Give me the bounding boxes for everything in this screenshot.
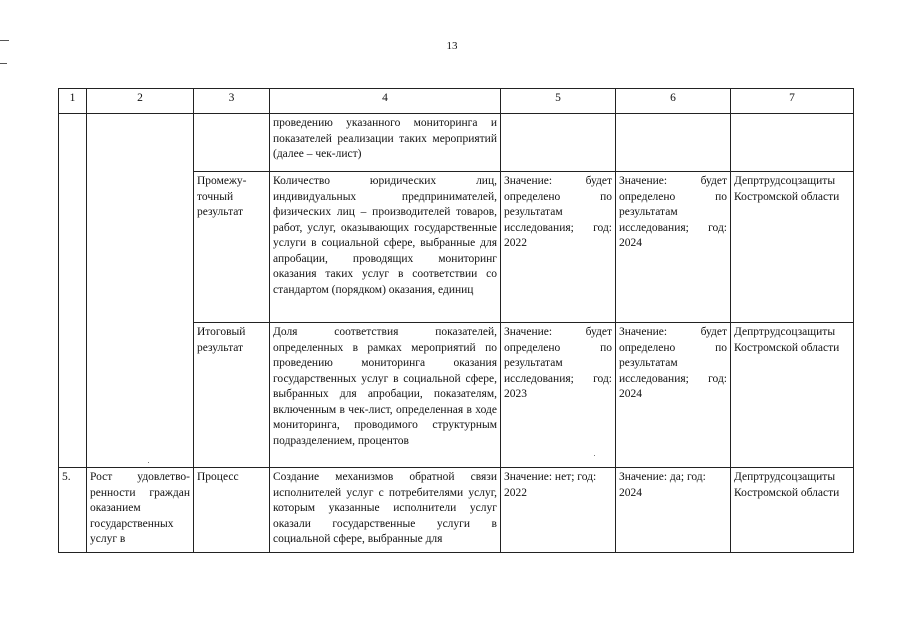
- target-cell: Значение: будет определено по результатам исследования; год: 2024: [616, 172, 731, 323]
- responsible-cell: Депртрудсоцзащиты Костромской области: [731, 172, 854, 323]
- indicator-cell: [87, 114, 194, 468]
- row-number-cell: 5.: [59, 468, 87, 553]
- responsible-cell: Депртрудсоцзащиты Костромской области: [731, 468, 854, 553]
- baseline-cell: Значение: нет; год: 2022: [501, 468, 616, 553]
- description-cell: Доля соответствия показателей, определенных в рамках мероприятий по проведению мониторинга оказания государственных услуг в социальной сфере, выбранных для апробации, показателям, включенным в чек-лист, определенная в ходе мониторинга, проводимого структурным подразделением, процентов: [270, 323, 501, 468]
- scan-speck: [148, 462, 149, 463]
- column-header: 6: [616, 89, 731, 114]
- baseline-cell: Значение: будет определено по результатам исследования; год: 2023: [501, 323, 616, 468]
- result-type-cell: [194, 114, 270, 172]
- scan-margin-mark: [0, 63, 7, 64]
- target-cell: Значение: да; год: 2024: [616, 468, 731, 553]
- description-cell: проведению указанного мониторинга и показателей реализации таких мероприятий (далее – чек-лист): [270, 114, 501, 172]
- scan-speck: [594, 455, 595, 456]
- result-type-cell: Процесс: [194, 468, 270, 553]
- target-cell: [616, 114, 731, 172]
- description-cell: Количество юридических лиц, индивидуальных предпринимателей, физических лиц – производителей товаров, работ, услуг, оказывающих государственные услуги в социальной сфере, выбранные для апробации, проводящих мониторинг оказания таких услуг в соответствии со стандартом (порядком) оказания, единиц: [270, 172, 501, 323]
- table-header-row: [59, 89, 854, 114]
- column-header: 7: [731, 89, 854, 114]
- responsible-cell: Депртрудсоцзащиты Костромской области: [731, 323, 854, 468]
- column-header: 2: [87, 89, 194, 114]
- column-header: 5: [501, 89, 616, 114]
- column-header: 3: [194, 89, 270, 114]
- page-number: 13: [446, 40, 458, 52]
- table-row: [59, 114, 854, 172]
- column-header: 1: [59, 89, 87, 114]
- table-row: [59, 468, 854, 553]
- indicators-table: [58, 88, 854, 553]
- description-cell: Создание механизмов обратной связи исполнителей услуг с потребителями услуг, которым указанные исполнители услуг оказали государственные услуги в социальной сфере, выбранные для: [270, 468, 501, 553]
- target-cell: Значение: будет определено по результатам исследования; год: 2024: [616, 323, 731, 468]
- result-type-cell: Итоговый результат: [194, 323, 270, 468]
- scan-margin-mark: [0, 40, 9, 41]
- indicator-cell: Рост удовлетво-ренности граждан оказанием государственных услуг в: [87, 468, 194, 553]
- result-type-cell: Промежу- точный результат: [194, 172, 270, 323]
- baseline-cell: [501, 114, 616, 172]
- row-number-cell: [59, 114, 87, 468]
- column-header: 4: [270, 89, 501, 114]
- baseline-cell: Значение: будет определено по результатам исследования; год: 2022: [501, 172, 616, 323]
- responsible-cell: [731, 114, 854, 172]
